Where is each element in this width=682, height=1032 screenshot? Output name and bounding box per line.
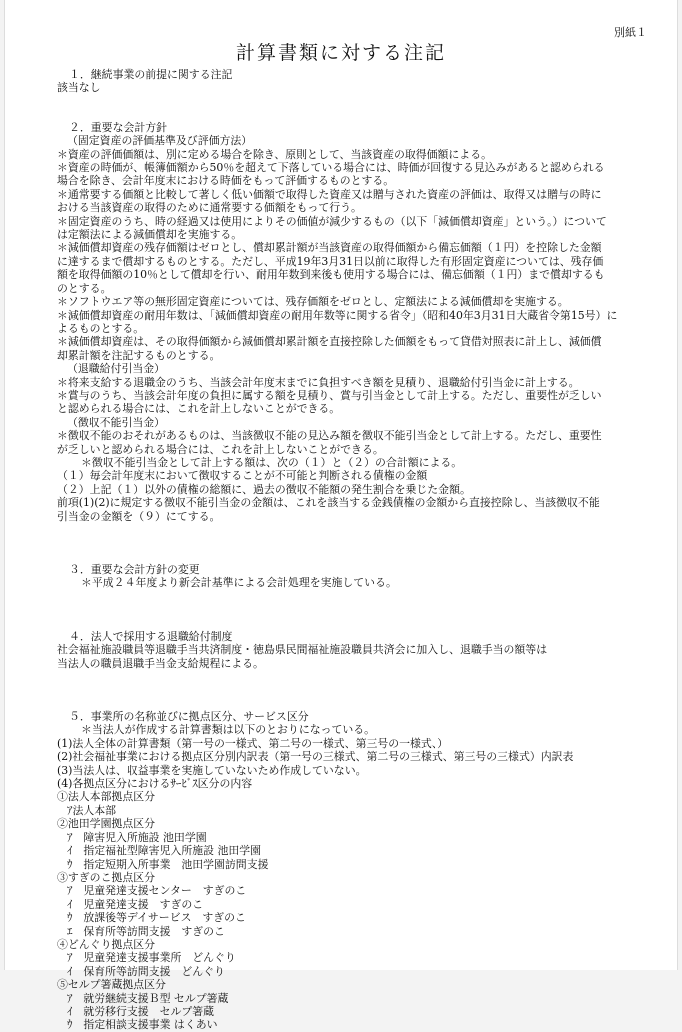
text-line: ｱ 児童発達支援事業所 どんぐり	[67, 951, 236, 965]
text-line: ＊減価償却資産の残存価額はゼロとし、償却累計額が当該資産の取得価額から備忘価額（１円）を控除した金額	[57, 241, 602, 255]
text-line: ②池田学園拠点区分	[57, 817, 156, 831]
text-line: のとする。	[57, 281, 112, 295]
text-line: ＊固定資産のうち、時の経過又は使用によりその価値が減少するもの（以下「減価償却資産」という。）について	[57, 214, 607, 228]
spacer	[57, 523, 647, 549]
text-line: ＊資産の評価価額は、別に定める場合を除き、原則として、当該資産の取得価額による。	[57, 147, 492, 161]
spacer	[57, 616, 647, 630]
text-line: １．継続事業の前提に関する注記	[69, 68, 233, 81]
text-line: は定額法による減価償却を実施する。	[57, 228, 243, 242]
attachment-label: 別紙１	[614, 26, 647, 39]
text-line: (1)法人全体の計算書類（第一号の一様式、第二号の一様式、第三号の一様式、）	[57, 736, 449, 750]
text-line: (4)各拠点区分におけるｻｰﾋﾞｽ区分の内容	[57, 777, 253, 791]
text-line: ＊平成２４年度より新会計基準による会計処理を実施している。	[81, 576, 397, 590]
text-line: ｲ 児童発達支援 すぎのこ	[67, 897, 204, 911]
text-line: ４．法人で採用する退職給付制度	[69, 629, 233, 643]
text-line: （固定資産の評価基準及び評価方法）	[67, 134, 253, 148]
text-line: 額を取得価額の10％として償却を行い、耐用年数到来後も使用する場合には、備忘価額（１円）まで償却するも	[57, 268, 605, 282]
text-line: ｲ 指定福祉型障害児入所施設 池田学園	[67, 844, 262, 858]
text-line: よるものとする。	[57, 321, 145, 335]
text-line: ＊当法人が作成する計算書類は以下のとおりになっている。	[81, 723, 376, 737]
text-line: ｲ 就労移行支援 セルプ箸蔵	[67, 1004, 215, 1018]
text-line: ｲ 保育所等訪問支援 どんぐり	[67, 964, 225, 978]
text-line: （退職給付引当金）	[67, 362, 166, 376]
text-line: ｱ法人本部	[67, 803, 117, 817]
text-line: ｱ 障害児入所施設 池田学園	[67, 830, 207, 844]
text-line: ③すぎのこ拠点区分	[57, 870, 156, 884]
text-line: ＊資産の時価が、帳簿価額から50％を超えて下落している場合には、時価が回復する見込みがあると認められる	[57, 161, 605, 175]
text-line: ＊将来支給する退職金のうち、当該会計年度末までに負担すべき額を見積り、退職給付引当金に計上する。	[57, 375, 580, 389]
text-line: （２）上記（１）以外の債権の総額に、過去の徴収不能額の発生割合を乗じた金額。	[57, 482, 471, 496]
text-line: ３．重要な会計方針の変更	[69, 563, 200, 576]
text-line: 場合を除き、会計年度末における時価をもって評価するものとする。	[57, 174, 395, 188]
text-line: おける当該資産の取得のために通常要する価額をもって行う。	[57, 201, 362, 215]
text-line: に達するまで償却するものとする。ただし、平成19年3月31日以前に取得した有形固定資産については、残存価	[57, 254, 604, 268]
text-line: ｳ 放課後等デイサービス すぎのこ	[67, 911, 246, 925]
text-line: ｳ 指定相談支援事業 はくあい	[67, 1018, 218, 1032]
text-line: ⑤セルプ箸蔵拠点区分	[57, 978, 166, 992]
text-line: ＊通常要する価額と比較して著しく低い価額で取得した資産又は贈与された資産の評価は、取得又は贈与の時に	[57, 187, 602, 201]
text-line: ①法人本部拠点区分	[57, 790, 156, 804]
spacer	[57, 549, 647, 563]
spacer	[57, 95, 647, 121]
text-line: (2)社会福祉事業における拠点区分別内訳表（第一号の三様式、第二号の三様式、第三号の三様式）内訳表	[57, 750, 574, 764]
text-line: ＊減価償却資産は、その取得価額から減価償却累計額を直接控除した価額をもって貸借対照表に計上し、減価償	[57, 335, 602, 349]
text-line: ＊徴収不能のおそれがあるものは、当該徴収不能の見込み額を徴収不能引当金として計上する。ただし、重要性	[57, 429, 602, 443]
text-line: が乏しいと認められる場合には、これを計上しないことができる。	[57, 442, 384, 456]
text-line: 該当なし	[57, 81, 101, 95]
text-line: （徴収不能引当金）	[67, 415, 166, 429]
spacer	[57, 696, 647, 710]
text-line: 社会福祉施設職員等退職手当共済制度・徳島県民間福祉施設職員共済会に加入し、退職手当の額等は	[57, 643, 548, 657]
text-line: ＊賞与のうち、当該会計年度の負担に属する額を見積り、賞与引当金として計上する。ただし、重要性が乏しい	[57, 388, 602, 402]
text-line: 引当金の金額を（９）にてする。	[57, 509, 221, 523]
page-title: 計算書類に対する注記	[235, 42, 446, 64]
text-line: ｱ 就労継続支援Ｂ型 セルプ箸蔵	[67, 991, 229, 1005]
text-line: ｱ 児童発達支援センター すぎのこ	[67, 884, 247, 898]
text-line: ５．事業所の名称並びに拠点区分、サービス区分	[69, 710, 309, 724]
document-page	[4, 0, 678, 1032]
text-line: ２．重要な会計方針	[69, 120, 168, 134]
text-line: ＊減価償却資産の耐用年数は、「減価償却資産の耐用年数等に関する省令」（昭和40年3月31日大蔵省令第15号）に	[57, 308, 618, 322]
text-line: ④どんぐり拠点区分	[57, 937, 156, 951]
text-line: （１）毎会計年度末において徴収することが不可能と判断される債権の金額	[57, 469, 428, 483]
text-line: ＊徴収不能引当金として計上する額は、次の（１）と（２）の合計額による。	[81, 455, 463, 469]
spacer	[57, 670, 647, 696]
text-line: 前項(1)(2)に規定する徴収不能引当金の金額は、これを該当する金銭債権の金額から直接控除し、当該徴収不能	[57, 496, 600, 510]
text-line: (3)当法人は、収益事業を実施していないため作成していない。	[57, 763, 367, 777]
text-line: と認められる場合には、これを計上しないことができる。	[57, 402, 341, 416]
text-line: 当法人の職員退職手当金支給規程による。	[57, 656, 264, 670]
text-line: ｳ 指定短期入所事業 池田学園訪問支援	[67, 857, 269, 871]
text-line: ｴ 保育所等訪問支援 すぎのこ	[67, 924, 225, 938]
notes-body	[57, 68, 647, 1032]
text-line: 却累計額を注記するものとする。	[57, 348, 221, 362]
spacer	[57, 590, 647, 616]
text-line: ＊ソフトウエア等の無形固定資産については、残存価額をゼロとし、定額法による減価償却を実施する。	[57, 295, 569, 309]
